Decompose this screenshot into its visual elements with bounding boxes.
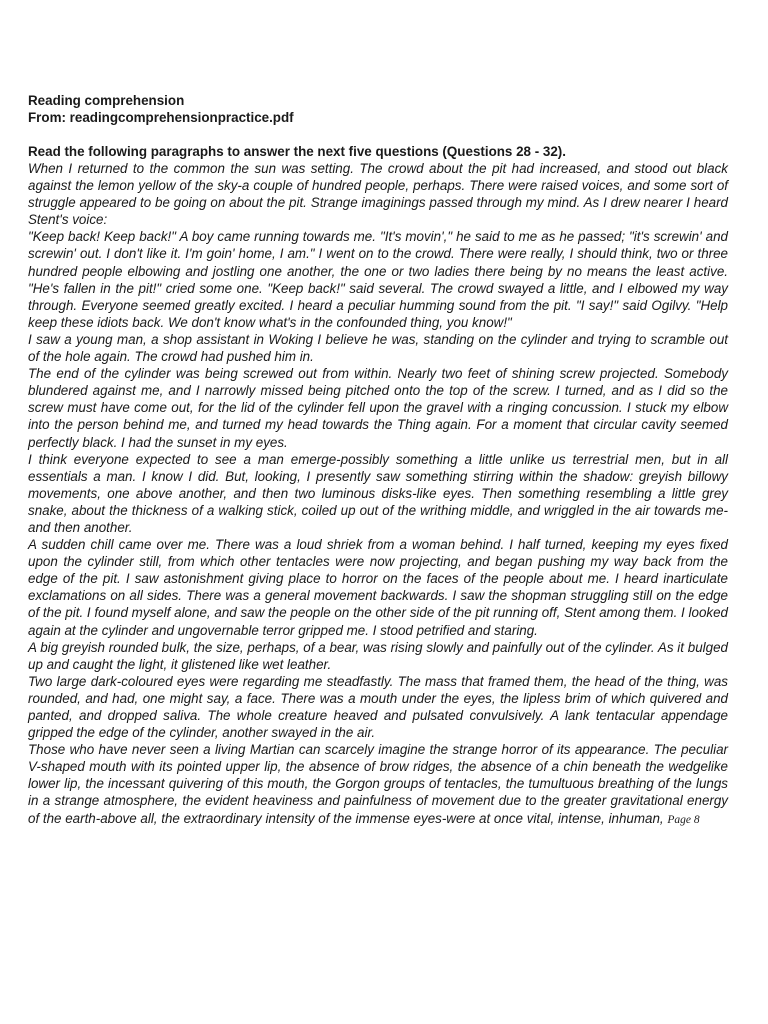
paragraph-8: Two large dark-coloured eyes were regarding me steadfastly. The mass that framed them, the head of the thing, was rounded, and had, one might say, a face. There was a mouth under the eyes, the lipless brim of which quivered and panted, and dropped saliva. The whole creature heaved and pulsated convulsively. A lank tentacular appendage gripped the edge of the cylinder, another swayed in the air. [28, 673, 728, 741]
paragraph-9 [28, 741, 728, 828]
paragraph-6: A sudden chill came over me. There was a loud shriek from a woman behind. I half turned, keeping my eyes fixed upon the cylinder still, from which other tentacles were now projecting, and began pushing my way back from the edge of the pit. I saw astonishment giving place to horror on the faces of the people about me. I heard inarticulate exclamations on all sides. There was a general movement backwards. I saw the shopman struggling still on the edge of the pit. I found myself alone, and saw the people on the other side of the pit running off, Stent among them. I looked again at the cylinder and ungovernable terror gripped me. I stood petrified and staring. [28, 537, 728, 638]
paragraph-2: "Keep back! Keep back!" A boy came running towards me. "It's movin'," he said to me as he passed; "it's screwin' and screwin' out. I don't like it. I'm goin' home, I am." I went on to the crowd. There were really, I should think, two or three hundred people elbowing and jostling one another, the one or two ladies there being by no means the least active. "He's fallen in the pit!" cried some one. "Keep back!" said several. The crowd swayed a little, and I elbowed my way through. Everyone seemed greatly excited. I heard a peculiar humming sound from the pit. "I say!" said Ogilvy. "Help keep these idiots back. We don't know what's in the confounded thing, you know!" [28, 229, 728, 330]
document-source: From: readingcomprehensionpractice.pdf [28, 110, 294, 125]
paragraph-7: A big greyish rounded bulk, the size, perhaps, of a bear, was rising slowly and painfully out of the cylinder. As it bulged up and caught the light, it glistened like wet leather. [28, 639, 728, 672]
document-page [28, 92, 728, 829]
paragraph-4: The end of the cylinder was being screwed out from within. Nearly two feet of shining screw projected. Somebody blundered against me, and I narrowly missed being pitched onto the top of the screw. I turned, and as I did so the screw must have come out, for the lid of the cylinder fell upon the gravel with a ringing concussion. I stuck my elbow into the person behind me, and turned my head towards the Thing again. For a moment that circular cavity seemed perfectly black. I had the sunset in my eyes. [28, 366, 728, 450]
paragraph-5: I think everyone expected to see a man emerge-possibly something a little unlike us terrestrial men, but in all essentials a man. I know I did. But, looking, I presently saw something stirring within the shadow: greyish billowy movements, one above another, and then two luminous disks-like eyes. Then something resembling a little grey snake, about the thickness of a walking stick, coiled up out of the writhing middle, and wriggled in the air towards me-and then another. [28, 451, 728, 535]
instruction-heading: Read the following paragraphs to answer the next five questions (Questions 28 - 32). [28, 144, 566, 159]
paragraph-9-text: Those who have never seen a living Martian can scarcely imagine the strange horror of its appearance. The peculiar V-shaped mouth with its pointed upper lip, the absence of brow ridges, the absence of a chin beneath the wedgelike lower lip, the incessant quivering of this mouth, the Gorgon groups of tentacles, the tumultuous breathing of the lungs in a strange atmosphere, the evident heaviness and painfulness of movement due to the greater gravitational energy of the earth-above all, the extraordinary intensity of the immense eyes-were at once vital, intense, inhuman, [28, 742, 728, 826]
paragraph-3: I saw a young man, a shop assistant in Woking I believe he was, standing on the cylinder and trying to scramble out of the hole again. The crowd had pushed him in. [28, 331, 728, 365]
page-number: Page 8 [667, 813, 700, 826]
spacer [28, 126, 728, 143]
paragraph-1: When I returned to the common the sun was setting. The crowd about the pit had increased, and stood out black against the lemon yellow of the sky-a couple of hundred people, perhaps. There were raised voices, and some sort of struggle appeared to be going on about the pit. Strange imaginings passed through my mind. As I drew nearer I heard Stent's voice: [28, 161, 728, 228]
document-title: Reading comprehension [28, 93, 185, 108]
